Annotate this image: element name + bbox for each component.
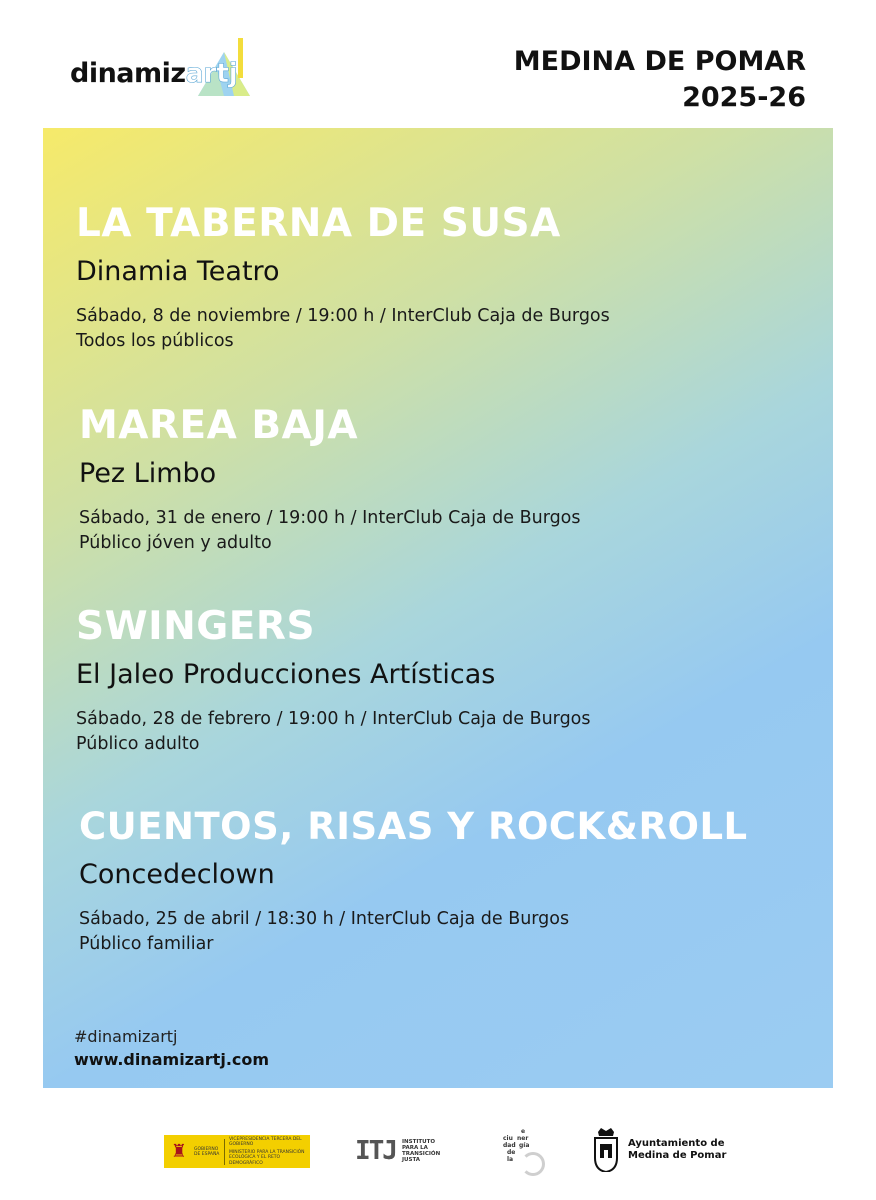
event-card xyxy=(76,603,591,757)
event-audience: Público jóven y adulto xyxy=(79,533,272,553)
event-details xyxy=(79,907,748,957)
ce-word: la xyxy=(507,1156,514,1163)
ce-word: e xyxy=(521,1128,526,1135)
event-company: El Jaleo Producciones Artísticas xyxy=(76,659,496,690)
itj-label: INSTITUTO PARA LA TRANSICIÓN JUSTA xyxy=(401,1139,441,1163)
ayto-line: Medina de Pomar xyxy=(628,1150,727,1161)
city-season xyxy=(514,44,806,116)
sponsors-footer xyxy=(0,1100,876,1200)
itj-mark-icon: ITJ xyxy=(355,1136,396,1166)
event-date-line: Sábado, 28 de febrero / 19:00 h / InterClub Caja de Burgos xyxy=(76,709,591,729)
event-title: SWINGERS xyxy=(76,604,316,649)
ayuntamiento-label xyxy=(628,1138,726,1162)
event-company: Dinamia Teatro xyxy=(76,256,280,287)
season-years: 2025-26 xyxy=(682,82,806,113)
ciudad-energia-logo xyxy=(503,1128,547,1174)
ministerio-text: MINISTERIO PARA LA TRANSICIÓN ECOLÓGICA Y EL RETO DEMOGRÁFICO xyxy=(229,1149,305,1166)
event-title: LA TABERNA DE SUSA xyxy=(76,201,561,246)
event-audience: Público familiar xyxy=(79,934,214,954)
event-title: MAREA BAJA xyxy=(79,403,359,448)
event-details xyxy=(79,506,581,556)
ce-word: de xyxy=(507,1149,516,1156)
hashtag: #dinamizartj xyxy=(74,1027,178,1046)
event-card xyxy=(79,402,581,556)
spain-shield-icon: ♜ xyxy=(170,1141,188,1162)
gobierno-label: GOBIERNO DE ESPAÑA xyxy=(194,1146,220,1157)
ayuntamiento-logo xyxy=(593,1128,726,1172)
website-link[interactable]: www.dinamizartj.com xyxy=(74,1050,270,1069)
logo-divider xyxy=(224,1139,225,1165)
event-audience: Público adulto xyxy=(76,734,200,754)
gobierno-logo xyxy=(164,1135,310,1168)
ce-word: ciu xyxy=(503,1135,513,1142)
event-date-line: Sábado, 25 de abril / 18:30 h / InterClub Caja de Burgos xyxy=(79,909,570,929)
itj-logo xyxy=(355,1136,446,1166)
municipal-shield-icon xyxy=(593,1128,619,1172)
event-date-line: Sábado, 31 de enero / 19:00 h / InterClub Caja de Burgos xyxy=(79,508,581,528)
logo-wordmark: dinamizartj xyxy=(70,58,238,89)
vicepresidencia-text: VICEPRESIDENCIA TERCERA DEL GOBIERNO xyxy=(229,1136,302,1148)
event-card xyxy=(76,200,610,354)
ce-word: ner xyxy=(517,1135,529,1142)
ce-word: gía xyxy=(519,1142,530,1149)
event-title: CUENTOS, RISAS Y ROCK&ROLL xyxy=(79,805,748,848)
event-details xyxy=(76,707,591,757)
event-company: Pez Limbo xyxy=(79,458,217,489)
dinamizartj-logo xyxy=(70,38,270,102)
ring-icon xyxy=(521,1152,545,1176)
event-audience: Todos los públicos xyxy=(76,331,234,351)
ministerio-label xyxy=(229,1137,309,1167)
header xyxy=(0,0,876,128)
event-company: Concedeclown xyxy=(79,859,275,890)
ce-word: dad xyxy=(503,1142,516,1149)
ayto-line: Ayuntamiento de xyxy=(628,1138,725,1149)
city-name: MEDINA DE POMAR xyxy=(513,46,806,77)
event-details xyxy=(76,304,610,354)
event-card xyxy=(79,803,748,957)
event-date-line: Sábado, 8 de noviembre / 19:00 h / InterClub Caja de Burgos xyxy=(76,306,610,326)
events-panel xyxy=(43,128,833,1088)
